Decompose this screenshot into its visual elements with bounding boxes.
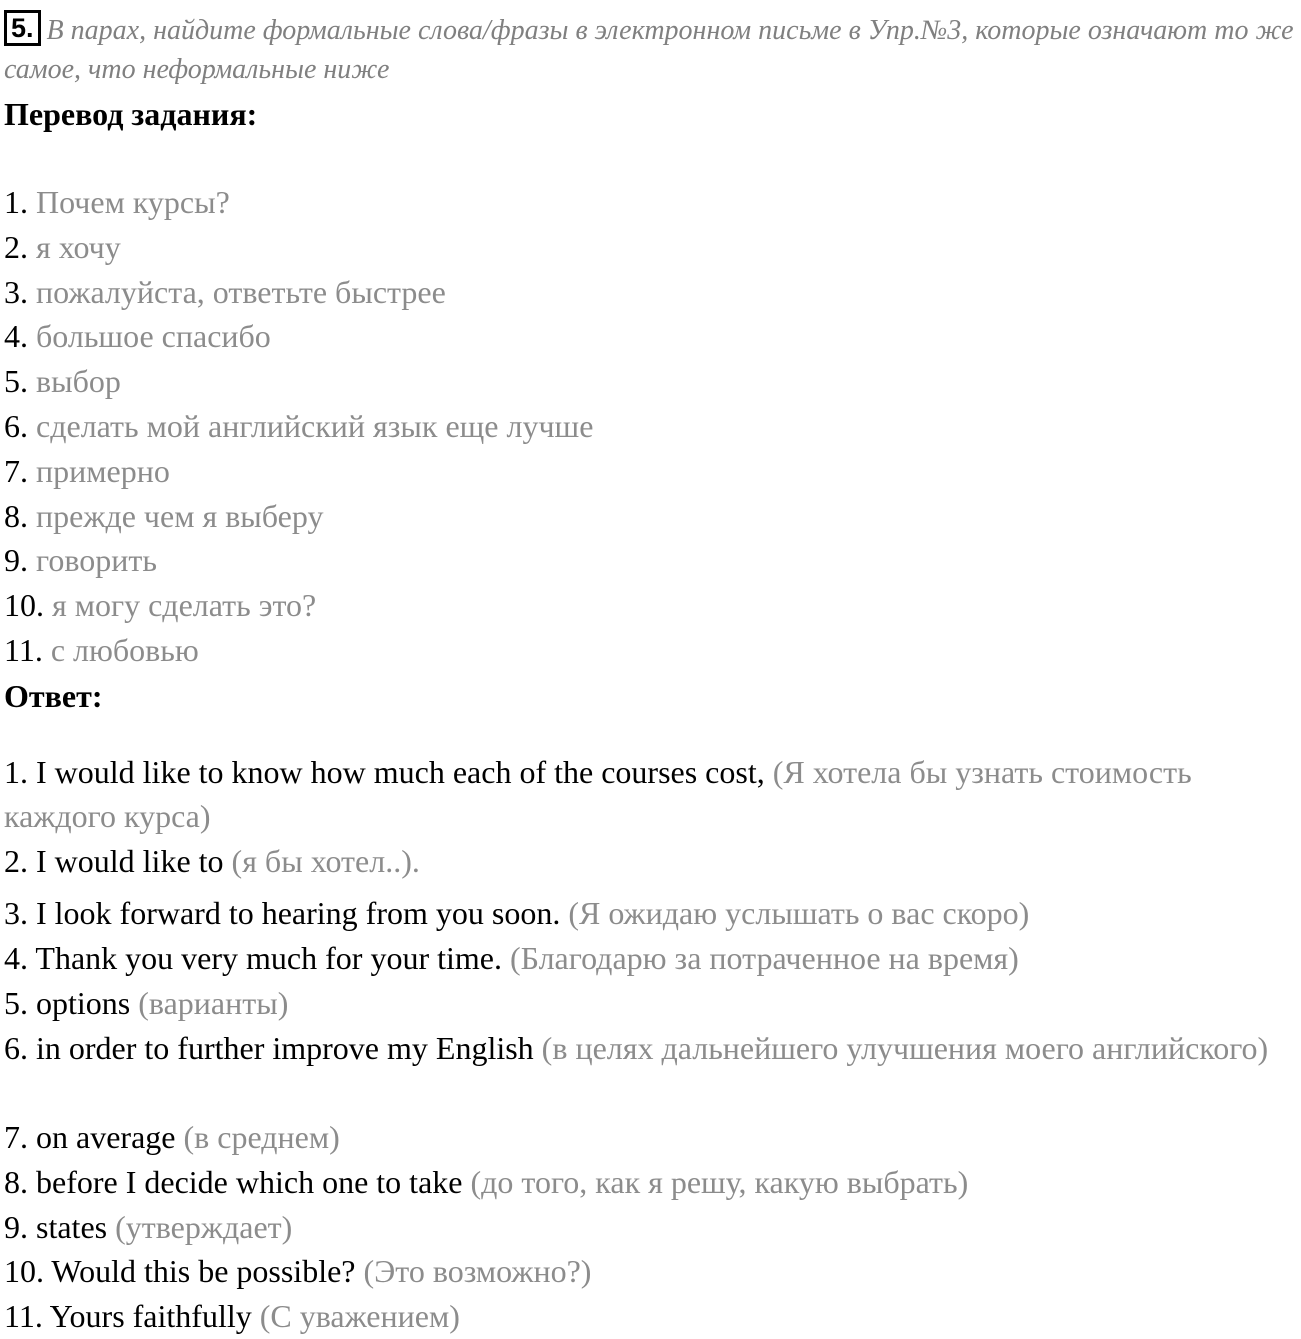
- answer-list: [4, 750, 1299, 1335]
- list-item: 11. с любовью: [4, 631, 199, 668]
- list-item: 9. states (утверждает): [4, 1209, 293, 1245]
- list-item: 2. я хочу: [4, 228, 121, 265]
- list-item: 7. on average (в среднем): [4, 1119, 340, 1155]
- translation-list: [4, 180, 593, 673]
- list-item: 6. сделать мой английский язык еще лучше: [4, 407, 594, 444]
- list-item: 9. говорить: [4, 542, 157, 579]
- answer-heading: Ответ:: [4, 678, 103, 714]
- task-header: [4, 10, 1299, 89]
- list-item: 5. options (варианты): [4, 985, 289, 1021]
- list-item: 10. Would this be possible? (Это возможно?): [4, 1253, 592, 1289]
- list-item: 6. in order to further improve my English (в целях дальнейшего улучшения моего английского): [4, 1030, 1269, 1066]
- list-item: 5. выбор: [4, 363, 121, 400]
- list-item: 1. Почем курсы?: [4, 184, 230, 220]
- list-item: 4. Thank you very much for your time. (Благодарю за потраченное на время): [4, 940, 1019, 976]
- task-instruction: В парах, найдите формальные слова/фразы в электронном письме в Упр.№3, которые означают то же самое, что неформальные ниже: [4, 15, 1294, 85]
- list-item: 3. пожалуйста, ответьте быстрее: [4, 273, 446, 310]
- list-item: 8. прежде чем я выберу: [4, 497, 324, 534]
- list-item: 10. я могу сделать это?: [4, 587, 317, 624]
- task-number-badge: 5.: [4, 10, 41, 46]
- list-item: 1. I would like to know how much each of the courses cost, (Я хотела бы узнать стоимость каждого курса): [4, 754, 1192, 834]
- list-item: 2. I would like to (я бы хотел..).: [4, 843, 420, 879]
- list-item: 11. Yours faithfully (С уважением): [4, 1298, 460, 1334]
- list-item: 8. before I decide which one to take (до того, как я решу, какую выбрать): [4, 1164, 969, 1200]
- translation-heading: Перевод задания:: [4, 96, 258, 132]
- list-item: 7. примерно: [4, 452, 170, 489]
- list-item: 3. I look forward to hearing from you soon. (Я ожидаю услышать о вас скоро): [4, 895, 1030, 931]
- list-item: 4. большое спасибо: [4, 318, 271, 355]
